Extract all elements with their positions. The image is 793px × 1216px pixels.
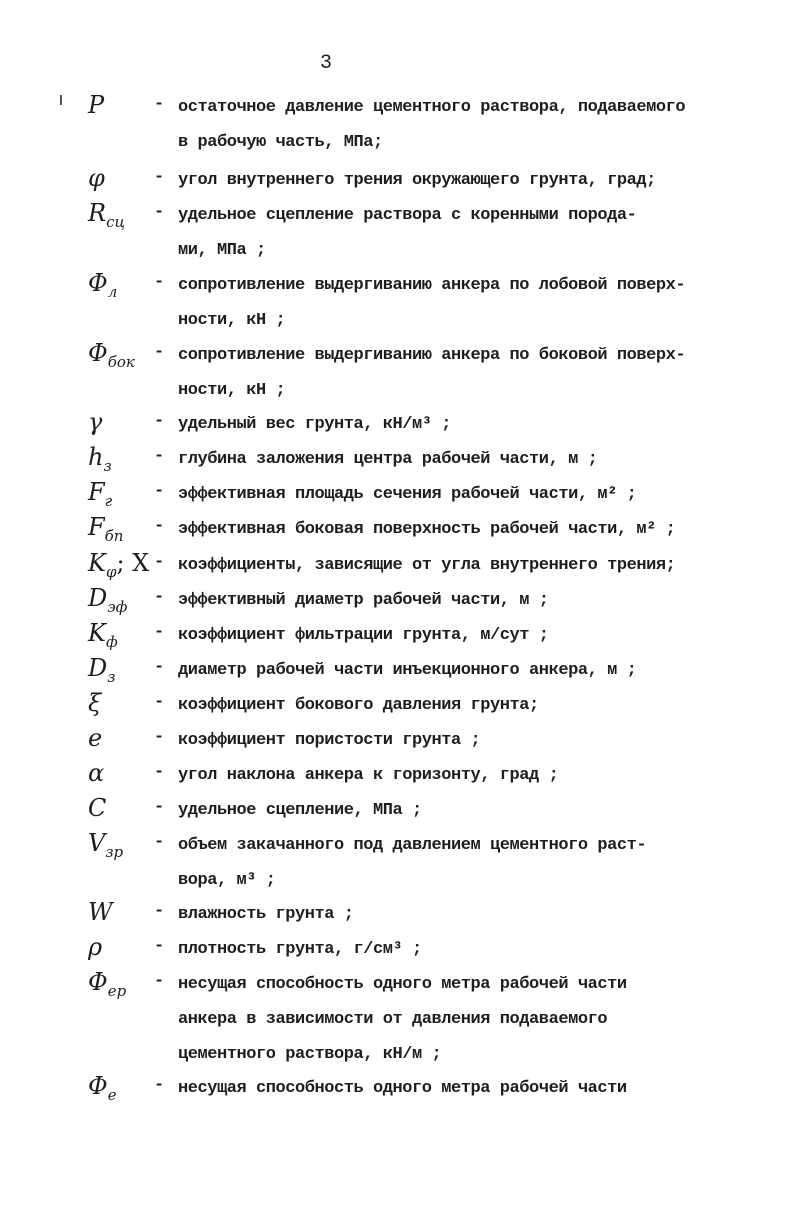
- dash-separator: -: [154, 728, 165, 747]
- symbol-main: ξ: [88, 689, 102, 717]
- definition-line: угол внутреннего трения окружающего грунта, град;: [178, 171, 656, 190]
- margin-mark: [60, 95, 62, 105]
- symbol-main: γ: [88, 408, 103, 436]
- definition-line: эффективная площадь сечения рабочей части, м² ;: [178, 485, 637, 504]
- definition-text: [178, 688, 539, 723]
- symbol-subscript: бок: [107, 353, 135, 371]
- definition-line: вора, м³ ;: [178, 871, 276, 890]
- definition-line: плотность грунта, г/см³ ;: [178, 940, 422, 959]
- symbol-subscript: л: [107, 283, 118, 301]
- dash-separator: -: [154, 168, 165, 187]
- symbol-main: K: [88, 549, 106, 577]
- symbol-main: h: [88, 443, 104, 471]
- definition-line: остаточное давление цементного раствора, подаваемого: [178, 98, 686, 117]
- symbol-main: V: [88, 829, 106, 857]
- definition-line: коэффициенты, зависящие от угла внутреннего трения;: [178, 556, 676, 575]
- symbol-subscript: сц: [106, 213, 125, 231]
- symbol-main: F: [88, 513, 105, 541]
- symbol-main: P: [88, 91, 105, 119]
- definition-text: [178, 932, 422, 967]
- symbol-main: φ: [88, 164, 105, 192]
- symbol-main: α: [88, 759, 105, 787]
- dash-separator: -: [154, 798, 165, 817]
- symbol-main: C: [88, 794, 107, 822]
- definition-line: удельное сцепление раствора с коренными порода-: [178, 206, 637, 225]
- definition-text: [178, 653, 636, 688]
- definition-line: коэффициент бокового давления грунта;: [178, 696, 539, 715]
- dash-separator: -: [154, 482, 165, 501]
- definition-line: коэффициент фильтрации грунта, м/сут ;: [178, 626, 549, 645]
- definition-text: [178, 198, 636, 268]
- definition-text: [178, 268, 685, 338]
- symbol-main: ρ: [88, 933, 103, 961]
- definition-line: несущая способность одного метра рабочей части: [178, 1079, 627, 1098]
- definition-line: эффективная боковая поверхность рабочей части, м² ;: [178, 520, 676, 539]
- dash-separator: -: [154, 623, 165, 642]
- symbol-subscript: эф: [107, 598, 128, 616]
- definition-line: удельное сцепление, МПа ;: [178, 801, 422, 820]
- definition-text: [178, 548, 675, 583]
- dash-separator: -: [154, 833, 165, 852]
- definition-text: [178, 583, 549, 618]
- definition-text: [178, 407, 451, 442]
- symbol-subscript: з: [103, 457, 112, 475]
- symbol-main: Φ: [88, 1072, 108, 1100]
- definition-text: [178, 758, 558, 793]
- symbol-subscript: ep: [107, 982, 127, 1000]
- definition-text: [178, 442, 597, 477]
- dash-separator: -: [154, 658, 165, 677]
- definition-line: угол наклона анкера к горизонту, град ;: [178, 766, 559, 785]
- dash-separator: -: [154, 902, 165, 921]
- dash-separator: -: [154, 517, 165, 536]
- definition-line: удельный вес грунта, кН/м³ ;: [178, 415, 452, 434]
- symbol-main: Φ: [88, 339, 108, 367]
- definition-text: [178, 618, 549, 653]
- symbol-main: R: [88, 199, 107, 227]
- dash-separator: -: [154, 447, 165, 466]
- symbol-main: Φ: [88, 968, 108, 996]
- dash-separator: -: [154, 693, 165, 712]
- definition-line: анкера в зависимости от давления подаваемого: [178, 1010, 608, 1029]
- symbol-subscript: г: [104, 492, 113, 510]
- symbol-main: F: [88, 478, 105, 506]
- symbol-main: K: [88, 619, 106, 647]
- definition-text: [178, 163, 656, 198]
- definition-line: в рабочую часть, МПа;: [178, 133, 383, 152]
- dash-separator: -: [154, 95, 165, 114]
- definition-text: [178, 793, 422, 828]
- symbol-main: Φ: [88, 269, 108, 297]
- definition-text: [178, 477, 636, 512]
- definition-line: глубина заложения центра рабочей части, м ;: [178, 450, 598, 469]
- definition-text: [178, 723, 480, 758]
- definition-text: [178, 967, 627, 1072]
- definition-line: цементного раствора, кН/м ;: [178, 1045, 442, 1064]
- symbol-subscript: φ: [105, 563, 117, 581]
- dash-separator: -: [154, 203, 165, 222]
- dash-separator: -: [154, 553, 165, 572]
- definition-text: [178, 828, 646, 898]
- dash-separator: -: [154, 343, 165, 362]
- definition-line: влажность грунта ;: [178, 905, 354, 924]
- dash-separator: -: [154, 588, 165, 607]
- dash-separator: -: [154, 937, 165, 956]
- definition-text: [178, 90, 685, 160]
- symbol-subscript: з: [107, 668, 116, 686]
- symbol-main: D: [88, 584, 108, 612]
- symbol-suffix: ; X: [116, 549, 150, 577]
- symbol-subscript: ф: [105, 633, 118, 651]
- definition-line: коэффициент пористости грунта ;: [178, 731, 481, 750]
- definition-text: [178, 338, 685, 408]
- definition-line: несущая способность одного метра рабочей части: [178, 975, 627, 994]
- definition-text: [178, 512, 675, 547]
- definition-text: [178, 897, 354, 932]
- symbol-subscript: бп: [104, 527, 124, 545]
- definition-line: ности, кН ;: [178, 311, 286, 330]
- symbol-main: D: [88, 654, 108, 682]
- symbol-subscript: e: [107, 1086, 117, 1104]
- symbol-main: e: [88, 724, 103, 752]
- definition-line: сопротивление выдергиванию анкера по лобовой поверх-: [178, 276, 686, 295]
- definition-line: ности, кН ;: [178, 381, 286, 400]
- symbol-subscript: зр: [105, 843, 124, 861]
- dash-separator: -: [154, 412, 165, 431]
- definition-line: объем закачанного под давлением цементного раст-: [178, 836, 647, 855]
- dash-separator: -: [154, 763, 165, 782]
- dash-separator: -: [154, 1076, 165, 1095]
- dash-separator: -: [154, 972, 165, 991]
- definition-line: диаметр рабочей части инъекционного анкера, м ;: [178, 661, 637, 680]
- definition-text: [178, 1071, 627, 1106]
- definition-line: сопротивление выдергиванию анкера по боковой поверх-: [178, 346, 686, 365]
- dash-separator: -: [154, 273, 165, 292]
- definition-line: эффективный диаметр рабочей части, м ;: [178, 591, 549, 610]
- symbol-main: W: [88, 898, 113, 926]
- page-number: 3: [320, 52, 333, 75]
- definition-line: ми, МПа ;: [178, 241, 266, 260]
